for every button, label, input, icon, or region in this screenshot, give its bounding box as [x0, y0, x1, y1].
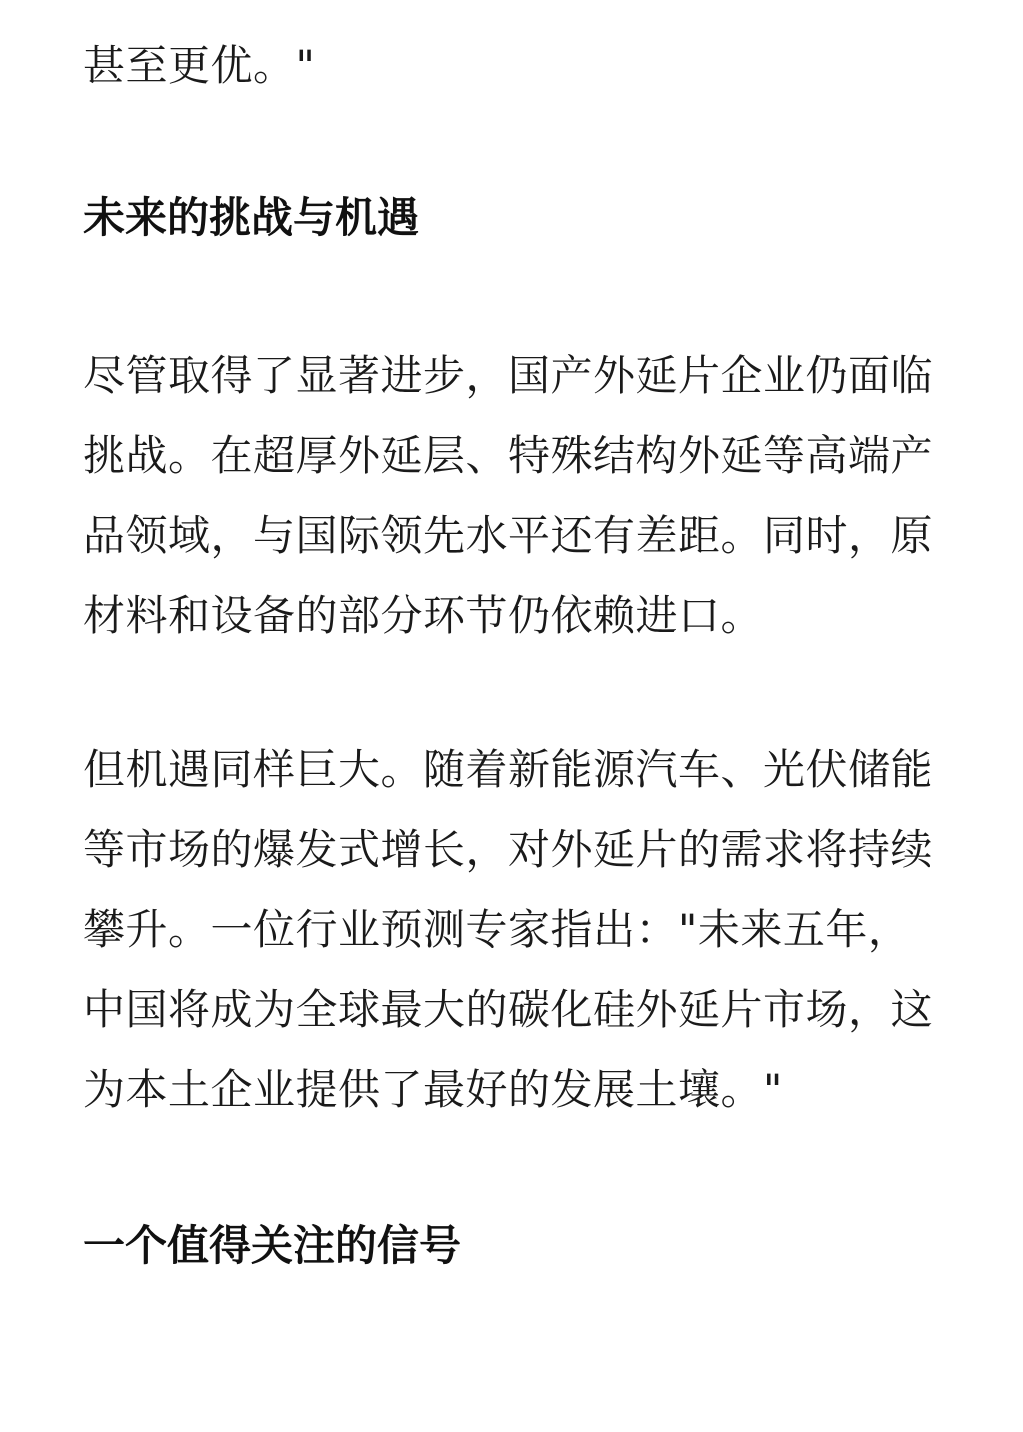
paragraph-opportunities: 但机遇同样巨大。随着新能源汽车、光伏储能等市场的爆发式增长，对外延片的需求将持续攀升。一位行业预测专家指出："未来五年，中国将成为全球最大的碳化硅外延片市场，这为本土企业提供了最好的发展土壤。": [83, 745, 934, 1114]
continued-paragraph: 甚至更优。": [83, 41, 316, 90]
section-heading-challenges: 未来的挑战与机遇: [83, 193, 420, 242]
paragraph-challenges: 尽管取得了显著进步，国产外延片企业仍面临挑战。在超厚外延层、特殊结构外延等高端产品领域，与国际领先水平还有差距。同时，原材料和设备的部分环节仍依赖进口。: [83, 351, 934, 640]
section-heading-signal: 一个值得关注的信号: [83, 1221, 462, 1270]
